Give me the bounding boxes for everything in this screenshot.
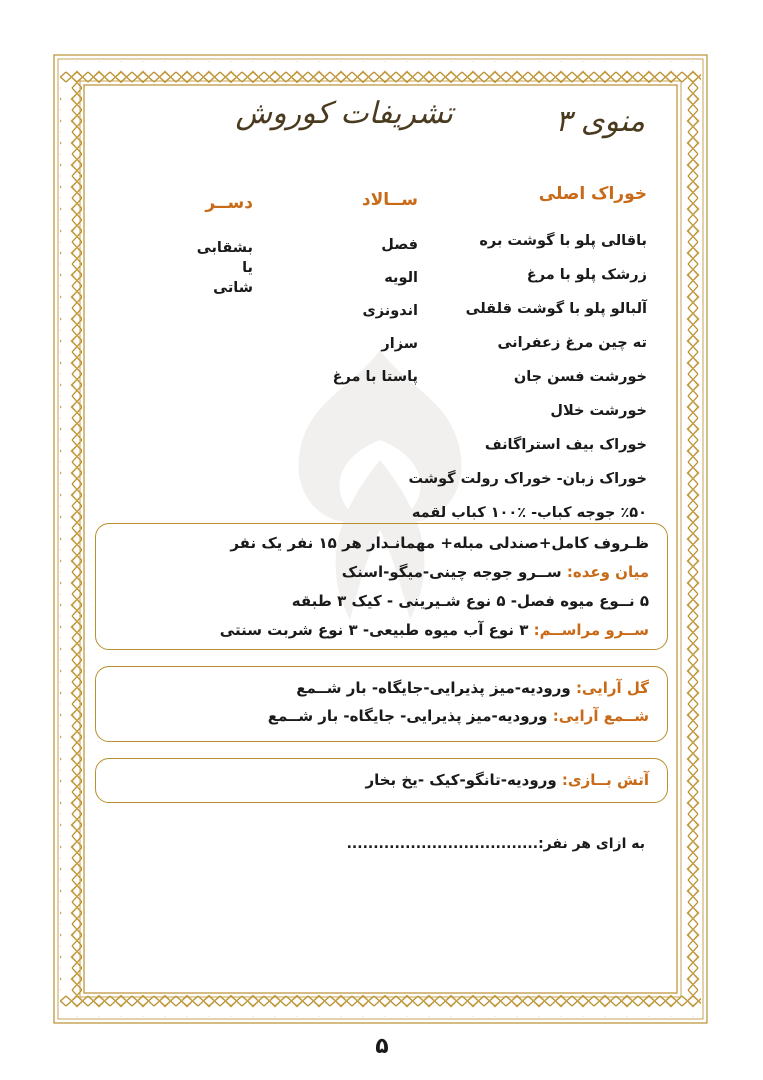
fireworks-value: ورودیه-تانگو-کیک -یخ بخار (365, 771, 557, 789)
list-item: بشقابی (196, 240, 253, 256)
per-person-price (347, 836, 645, 852)
flower-label: گل آرایی: (575, 679, 649, 697)
list-item: خورشت خلال (550, 403, 647, 419)
list-item: زرشک پلو با مرغ (526, 267, 647, 283)
list-item: فصل (381, 237, 418, 253)
ceremony-line (96, 617, 649, 646)
candle-line (96, 703, 649, 731)
decoration-box (95, 666, 668, 742)
fireworks-line (96, 767, 649, 796)
list-item: اندونزی (362, 303, 418, 319)
services-line: ظـروف کامل+صندلی مبله+ مهمانـدار هر ۱۵ نفر یک نفر (230, 534, 649, 552)
per-person-label: به ازای هر نفر: (538, 836, 645, 852)
list-item: یا (242, 260, 253, 276)
list-item: باقالی پلو با گوشت بره (479, 233, 647, 249)
fireworks-box (95, 758, 668, 803)
dessert-heading: دســر (205, 193, 253, 213)
list-item: آلبالو پلو با گوشت قلقلی (465, 301, 647, 317)
list-item: خوراک بیف استراگانف (484, 437, 647, 453)
snack-line (96, 559, 649, 588)
price-blank: .................................... (346, 836, 539, 852)
list-item: خورشت فسن جان (513, 369, 647, 385)
list-item: پاستا با مرغ (332, 369, 418, 385)
salad-list (333, 234, 418, 399)
list-item: شاتی (213, 280, 253, 296)
dessert-list (197, 238, 253, 298)
snack-label: میان وعده: (566, 563, 649, 581)
fireworks-label: آتش بــازی: (561, 771, 649, 789)
page-number: ۵ (375, 1034, 389, 1059)
services-box (95, 523, 668, 650)
main-course-list (408, 230, 647, 536)
menu-number: منوی ۳ (555, 104, 645, 139)
list-item: سزار (381, 336, 418, 352)
list-item: الویه (384, 270, 418, 286)
list-item: ٪۵۰ جوجه کباب- ٪۱۰۰ کباب لقمه (411, 505, 647, 521)
flower-value: ورودیه-میز پذیرایی-جایگاه- بار شــمع (296, 679, 571, 697)
brand-title: تشریفات کوروش (235, 96, 453, 131)
main-course-heading: خوراک اصلی (538, 184, 647, 204)
salad-heading: ســالاد (361, 190, 418, 210)
list-item: ته چین مرغ زعفرانی (497, 335, 647, 351)
candle-value: ورودیه-میز پذیرایی- جایگاه- بار شــمع (267, 707, 548, 725)
snack-value: ســرو جوجه چینی-میگو-اسنک (341, 563, 562, 581)
candle-label: شــمع آرایی: (552, 707, 649, 725)
ceremony-label: ســرو مراســم: (533, 621, 649, 639)
fruit-sweets-line: ۵ نــوع میوه فصل- ۵ نوع شـیرینی - کیک ۳ طبقه (291, 592, 649, 610)
ceremony-value: ۳ نوع آب میوه طبیعی- ۳ نوع شربت سنتی (219, 621, 529, 639)
list-item: خوراک زبان- خوراک رولت گوشت (408, 471, 647, 487)
flower-line (96, 675, 649, 703)
